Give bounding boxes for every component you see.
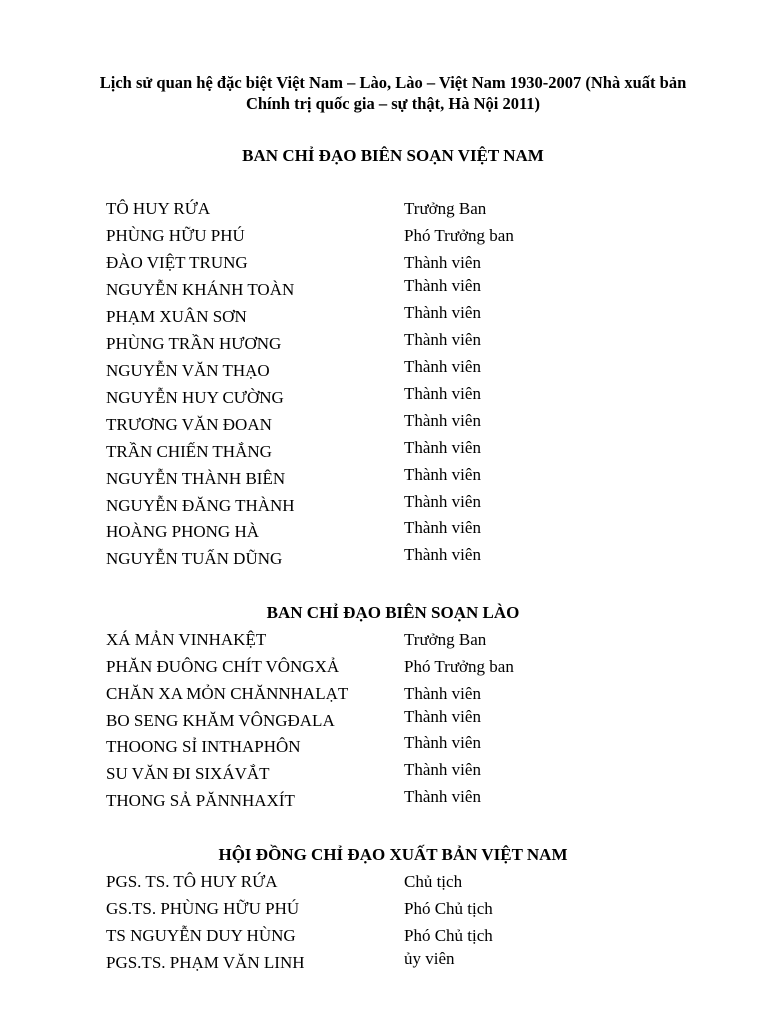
member-role: Thành viên [404, 438, 481, 457]
member-row [0, 760, 768, 788]
member-role: Thành viên [404, 707, 481, 726]
member-name: XÁ MẢN VINHAKỆT [106, 630, 267, 649]
member-role: Thành viên [404, 465, 481, 484]
member-role: Thành viên [404, 545, 481, 564]
member-row [0, 733, 768, 761]
member-role: Thành viên [404, 518, 481, 537]
member-role: Thành viên [404, 330, 481, 349]
member-role: Trưởng Ban [404, 630, 487, 649]
member-role: Thành viên [404, 492, 481, 511]
member-row [0, 657, 768, 681]
member-row [0, 630, 768, 654]
member-name: GS.TS. PHÙNG HỮU PHÚ [106, 899, 300, 918]
member-name: BO SENG KHĂM VÔNGĐALA [106, 711, 335, 730]
member-row [0, 253, 768, 277]
member-role: Phó Chủ tịch [404, 926, 493, 945]
member-row [0, 545, 768, 573]
member-row [0, 492, 768, 520]
member-role: Phó Trưởng ban [404, 657, 514, 676]
member-name: PHÙNG TRẦN HƯƠNG [106, 334, 282, 353]
member-row [0, 438, 768, 466]
member-name: NGUYỄN ĐĂNG THÀNH [106, 496, 295, 515]
member-role: Chủ tịch [404, 872, 463, 891]
member-name: PHĂN ĐUÔNG CHÍT VÔNGXẢ [106, 657, 340, 676]
member-name: CHĂN XA MỎN CHĂNNHALẠT [106, 684, 349, 703]
member-role: Thành viên [404, 760, 481, 779]
member-row [0, 199, 768, 223]
member-name: ĐÀO VIỆT TRUNG [106, 253, 248, 272]
member-role: Thành viên [404, 253, 481, 272]
member-row [0, 226, 768, 250]
member-row [0, 787, 768, 815]
section-heading-vn-editorial: BAN CHỈ ĐẠO BIÊN SOẠN VIỆT NAM [242, 146, 544, 165]
member-name: PGS.TS. PHẠM VĂN LINH [106, 953, 305, 972]
member-role: Thành viên [404, 384, 481, 403]
member-name: PGS. TS. TÔ HUY RỨA [106, 872, 278, 891]
member-row [0, 465, 768, 493]
member-role: Phó Chủ tịch [404, 899, 493, 918]
member-row [0, 411, 768, 439]
member-row [0, 330, 768, 358]
member-name: NGUYỄN HUY CƯỜNG [106, 388, 284, 407]
member-role: Thành viên [404, 684, 481, 703]
member-row [0, 276, 768, 304]
member-name: NGUYỄN KHÁNH TOÀN [106, 280, 295, 299]
member-name: TÔ HUY RỨA [106, 199, 211, 218]
member-name: TRẦN CHIẾN THẮNG [106, 442, 272, 461]
member-role: Thành viên [404, 411, 481, 430]
member-row [0, 707, 768, 735]
member-name: TS NGUYỄN DUY HÙNG [106, 926, 296, 945]
member-role: ủy viên [404, 949, 455, 968]
member-name: NGUYỄN THÀNH BIÊN [106, 469, 286, 488]
member-row [0, 684, 768, 708]
member-name: HOÀNG PHONG HÀ [106, 522, 259, 541]
member-name: THONG SẢ PĂNNHAXÍT [106, 791, 295, 810]
document-title: Lịch sử quan hệ đặc biệt Việt Nam – Lào, Lào – Việt Nam 1930-2007 (Nhà xuất bản Chính trị quốc gia – sự thật, Hà Nội 2011) [99, 73, 687, 113]
member-row [0, 872, 768, 896]
member-role: Thành viên [404, 303, 481, 322]
member-name: TRƯƠNG VĂN ĐOAN [106, 415, 272, 434]
member-row [0, 303, 768, 331]
member-role: Thành viên [404, 787, 481, 806]
member-name: NGUYỄN TUẤN DŨNG [106, 549, 283, 568]
member-name: THOONG SỈ INTHAPHÔN [106, 737, 301, 756]
section-heading-vn-publishing-council: HỘI ĐỒNG CHỈ ĐẠO XUẤT BẢN VIỆT NAM [218, 845, 568, 864]
member-role: Phó Trưởng ban [404, 226, 514, 245]
member-name: NGUYỄN VĂN THẠO [106, 361, 270, 380]
member-role: Thành viên [404, 357, 481, 376]
member-role: Thành viên [404, 276, 481, 295]
member-row [0, 357, 768, 385]
member-row [0, 899, 768, 923]
member-row [0, 384, 768, 412]
member-row [0, 949, 768, 977]
member-role: Thành viên [404, 733, 481, 752]
member-name: PHÙNG HỮU PHÚ [106, 226, 245, 245]
member-name: SU VĂN ĐI SIXÁVẮT [106, 764, 270, 783]
member-name: PHẠM XUÂN SƠN [106, 307, 247, 326]
member-row [0, 926, 768, 950]
section-heading-lao-editorial: BAN CHỈ ĐẠO BIÊN SOẠN LÀO [266, 603, 520, 622]
member-role: Trưởng Ban [404, 199, 487, 218]
member-row [0, 518, 768, 546]
